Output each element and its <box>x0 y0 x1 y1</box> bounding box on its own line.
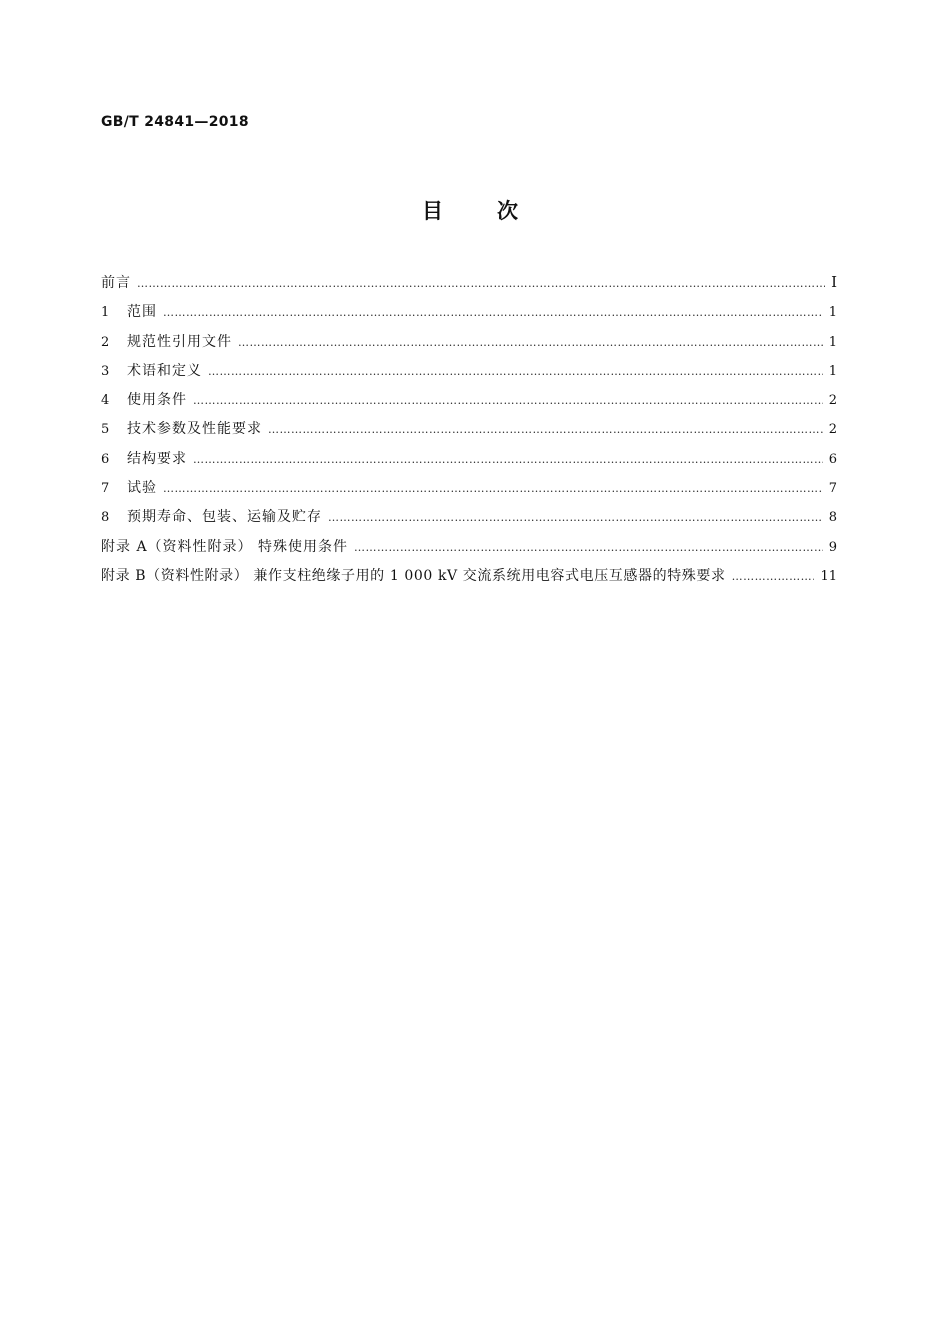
toc-entry-number: 5 <box>101 422 110 438</box>
toc-entry-page: 2 <box>828 422 837 438</box>
toc-entry-page: 11 <box>820 568 837 584</box>
toc-entry-title: 前言 <box>101 275 131 291</box>
toc-entry-foreword[interactable] <box>101 272 837 301</box>
toc-entry-page: 6 <box>828 451 837 467</box>
toc-entry-number: 7 <box>101 481 110 497</box>
toc-entry-5[interactable] <box>101 418 837 447</box>
toc-entry-page: 8 <box>828 510 837 526</box>
toc-entry-2[interactable] <box>101 331 837 360</box>
toc-dot-leader <box>163 482 823 495</box>
toc-entry-title: 技术参数及性能要求 <box>127 421 262 438</box>
toc-entry-number: 1 <box>101 305 110 321</box>
toc-entry-3[interactable] <box>101 360 837 389</box>
toc-dot-leader <box>238 336 823 349</box>
toc-entry-appendix-a[interactable] <box>101 536 837 565</box>
standard-number: GB/T 24841—2018 <box>101 114 249 130</box>
toc-dot-leader <box>328 511 823 524</box>
toc-dot-leader <box>137 277 825 290</box>
toc-dot-leader <box>268 423 823 436</box>
toc-dot-leader <box>193 453 823 466</box>
page-title: 目次 <box>422 199 572 223</box>
toc-entry-6[interactable] <box>101 448 837 477</box>
toc-entry-title: 试验 <box>127 480 157 497</box>
toc-entry-title: 使用条件 <box>127 392 187 409</box>
toc-entry-7[interactable] <box>101 477 837 506</box>
toc-entry-4[interactable] <box>101 389 837 418</box>
toc-entry-title: 预期寿命、包装、运输及贮存 <box>127 509 322 526</box>
toc-dot-leader <box>193 394 823 407</box>
toc-dot-leader <box>208 365 823 378</box>
toc-entry-appendix-b[interactable] <box>101 565 837 594</box>
toc-entry-1[interactable] <box>101 301 837 330</box>
toc-entry-number: 8 <box>101 510 110 526</box>
toc-entry-number: 4 <box>101 393 110 409</box>
toc-entry-number: 3 <box>101 363 110 379</box>
toc-entry-page: 1 <box>828 305 837 321</box>
toc-entry-title: 结构要求 <box>127 450 187 467</box>
toc-entry-number: 2 <box>101 334 110 350</box>
toc-entry-title: 术语和定义 <box>127 362 202 379</box>
toc-dot-leader <box>163 306 823 319</box>
toc-entry-title: 附录 B（资料性附录） 兼作支柱绝缘子用的 1 000 kV 交流系统用电容式电压互感器的特殊要求 <box>101 567 726 584</box>
toc-entry-title: 附录 A（资料性附录） 特殊使用条件 <box>101 538 349 555</box>
toc-entry-8[interactable] <box>101 506 837 535</box>
toc-dot-leader <box>354 541 823 554</box>
toc-entry-title: 范围 <box>127 304 157 321</box>
toc-entry-title: 规范性引用文件 <box>127 333 232 350</box>
toc-entry-page: 7 <box>828 481 837 497</box>
toc-entry-page: 1 <box>828 363 837 379</box>
toc-entry-page: 1 <box>828 334 837 350</box>
toc-entry-page: Ⅰ <box>831 273 837 291</box>
table-of-contents <box>101 272 837 594</box>
toc-dot-leader <box>732 570 815 583</box>
toc-entry-page: 2 <box>828 393 837 409</box>
toc-entry-page: 9 <box>828 539 837 555</box>
toc-entry-number: 6 <box>101 451 110 467</box>
